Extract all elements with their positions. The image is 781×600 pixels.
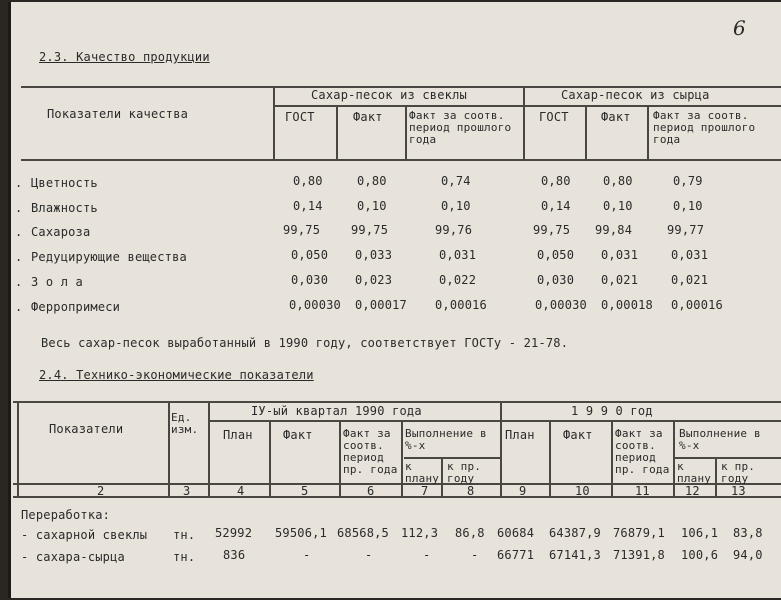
cell: 99,75 — [283, 223, 321, 237]
cell: 0,031 — [671, 248, 709, 262]
cell: 66771 — [497, 548, 535, 562]
t2-header-to-plan-y: к плану — [677, 460, 712, 485]
cell: 0,030 — [291, 273, 329, 287]
col-number: 5 — [301, 484, 309, 498]
col-number: 2 — [97, 484, 105, 498]
table2-vline — [441, 457, 443, 496]
cell: 99,77 — [667, 223, 705, 237]
row-unit: тн. — [173, 550, 196, 564]
cell: 0,050 — [291, 248, 329, 262]
t1-header-gost-beet: ГОСТ — [285, 110, 315, 124]
cell: - — [303, 548, 311, 562]
t1-header-fact-prev-raw: Факт за соотв. период прошлого года — [653, 109, 756, 146]
cell: 0,030 — [537, 273, 575, 287]
row-name: - сахара-сырца — [21, 550, 125, 564]
table2-top-rule — [13, 401, 781, 403]
cell: 0,031 — [601, 248, 639, 262]
row-bullet: . — [15, 275, 23, 289]
cell: 0,10 — [603, 199, 633, 213]
table2-vline — [269, 420, 271, 496]
cell: 99,84 — [595, 223, 633, 237]
col-number: 3 — [183, 484, 191, 498]
cell: 68568,5 — [337, 526, 389, 540]
cell: 71391,8 — [613, 548, 665, 562]
table1-vline — [585, 105, 587, 159]
cell: 64387,9 — [549, 526, 601, 540]
t1-header-group-beet: Сахар-песок из свеклы — [311, 88, 467, 102]
t2-header-fact-prev-q: Факт за соотв. период пр. года — [343, 427, 398, 476]
cell: 0,10 — [357, 199, 387, 213]
col-number: 12 — [685, 484, 700, 498]
t1-header-fact-raw: Факт — [601, 110, 631, 124]
page-number: 6 — [733, 16, 746, 40]
t2-header-indicator: Показатели — [49, 422, 124, 436]
cell: 0,14 — [541, 199, 571, 213]
col-number: 4 — [237, 484, 245, 498]
cell: 83,8 — [733, 526, 763, 540]
table1-vline — [523, 86, 525, 159]
row-name: Влажность — [31, 201, 98, 215]
table1-vline — [405, 105, 407, 159]
row-name: - сахарной свеклы — [21, 528, 148, 542]
col-number: 8 — [467, 484, 475, 498]
col-number: 9 — [519, 484, 527, 498]
row-bullet: . — [15, 300, 23, 314]
cell: 0,79 — [673, 174, 703, 188]
row-bullet: . — [15, 201, 23, 215]
row-name: Сахароза — [31, 225, 91, 239]
cell: 67141,3 — [549, 548, 601, 562]
t2-header-fulfil-y: Выполнение в %-х — [679, 427, 761, 452]
document-page — [8, 2, 781, 598]
col-number: 10 — [575, 484, 590, 498]
cell: 60684 — [497, 526, 535, 540]
cell: 0,023 — [355, 273, 393, 287]
table2-fulfil-rule — [404, 457, 502, 459]
cell: 0,80 — [357, 174, 387, 188]
cell: 0,74 — [441, 174, 471, 188]
table2-vline — [339, 420, 341, 496]
cell: 0,00016 — [671, 298, 723, 312]
t2-header-fact-y: Факт — [563, 428, 593, 442]
cell: 86,8 — [455, 526, 485, 540]
table1-vline — [647, 105, 649, 159]
t2-header-to-prev-y: к пр. году — [721, 460, 756, 485]
table2-numbers-rule — [13, 496, 781, 498]
col-number: 11 — [635, 484, 650, 498]
cell: 0,80 — [541, 174, 571, 188]
t2-header-fulfil-q: Выполнение в %-х — [405, 427, 487, 452]
t2-header-fact-prev-y: Факт за соотв. период пр. года — [615, 427, 670, 476]
cell: 0,00018 — [601, 298, 653, 312]
t2-header-to-plan-q: к плану — [405, 460, 440, 485]
t2-header-unit: Ед. изм. — [171, 411, 199, 436]
cell: 0,10 — [673, 199, 703, 213]
cell: 0,00016 — [435, 298, 487, 312]
cell: 0,00017 — [355, 298, 407, 312]
table2-vline — [208, 401, 210, 496]
cell: 99,75 — [533, 223, 571, 237]
table2-vline — [549, 420, 551, 496]
cell: 52992 — [215, 526, 253, 540]
table2-vline — [17, 401, 19, 496]
cell: 0,14 — [293, 199, 323, 213]
section-title-quality: 2.3. Качество продукции — [39, 50, 210, 64]
table1-vline — [273, 86, 275, 159]
t1-header-indicator: Показатели качества — [47, 107, 189, 121]
row-name: Цветность — [31, 176, 98, 190]
t1-header-fact-beet: Факт — [353, 110, 383, 124]
row-bullet: . — [15, 176, 23, 190]
table2-fulfil-rule — [675, 457, 781, 459]
table2-vline — [168, 401, 170, 496]
t1-header-gost-raw: ГОСТ — [539, 110, 569, 124]
t2-header-fact-q: Факт — [283, 428, 313, 442]
row-name: Редуцирующие вещества — [31, 250, 187, 264]
t2-header-plan-y: План — [505, 428, 535, 442]
cell: - — [471, 548, 479, 562]
col-number: 7 — [421, 484, 429, 498]
cell: 0,00030 — [535, 298, 587, 312]
cell: 0,033 — [355, 248, 393, 262]
t2-group-label: Переработка: — [21, 508, 111, 522]
cell: 0,022 — [439, 273, 477, 287]
cell: 99,75 — [351, 223, 389, 237]
row-bullet: . — [15, 225, 23, 239]
t1-header-group-raw: Сахар-песок из сырца — [561, 88, 710, 102]
cell: 0,00030 — [289, 298, 341, 312]
row-bullet: . — [15, 250, 23, 264]
row-name: З о л а — [31, 275, 83, 289]
cell: 836 — [223, 548, 246, 562]
t1-header-fact-prev-beet: Факт за соотв. период прошлого года — [409, 109, 512, 146]
t2-header-quarter: IУ-ый квартал 1990 года — [251, 404, 422, 418]
cell: 0,80 — [293, 174, 323, 188]
cell: 100,6 — [681, 548, 719, 562]
cell: 106,1 — [681, 526, 719, 540]
cell: 0,10 — [441, 199, 471, 213]
table2-vline — [611, 420, 613, 496]
table2-vline — [401, 420, 403, 496]
row-name: Ферропримеси — [31, 300, 121, 314]
quality-note: Весь сахар-песок выработанный в 1990 году, соответствует ГОСТу - 21-78. — [41, 336, 569, 350]
table2-sub-rule — [208, 420, 781, 422]
t2-header-plan-q: План — [223, 428, 253, 442]
cell: 94,0 — [733, 548, 763, 562]
cell: 112,3 — [401, 526, 439, 540]
row-unit: тн. — [173, 528, 196, 542]
t2-header-year: 1 9 9 0 год — [571, 404, 653, 418]
table2-vline — [715, 457, 717, 496]
table2-vline — [673, 420, 675, 496]
cell: 0,031 — [439, 248, 477, 262]
t2-header-to-prev-q: к пр. году — [447, 460, 482, 485]
cell: 76879,1 — [613, 526, 665, 540]
table1-vline — [336, 105, 338, 159]
cell: - — [365, 548, 373, 562]
cell: 0,80 — [603, 174, 633, 188]
cell: 0,021 — [671, 273, 709, 287]
table1-group-rule — [273, 105, 781, 107]
col-number: 6 — [367, 484, 375, 498]
cell: 0,050 — [537, 248, 575, 262]
col-number: 13 — [731, 484, 746, 498]
cell: 99,76 — [435, 223, 473, 237]
cell: 59506,1 — [275, 526, 327, 540]
section-title-economic: 2.4. Технико-экономические показатели — [39, 368, 314, 382]
table1-header-bottom-rule — [21, 159, 781, 161]
cell: 0,021 — [601, 273, 639, 287]
table2-header-bottom-rule — [13, 483, 781, 485]
cell: - — [423, 548, 431, 562]
